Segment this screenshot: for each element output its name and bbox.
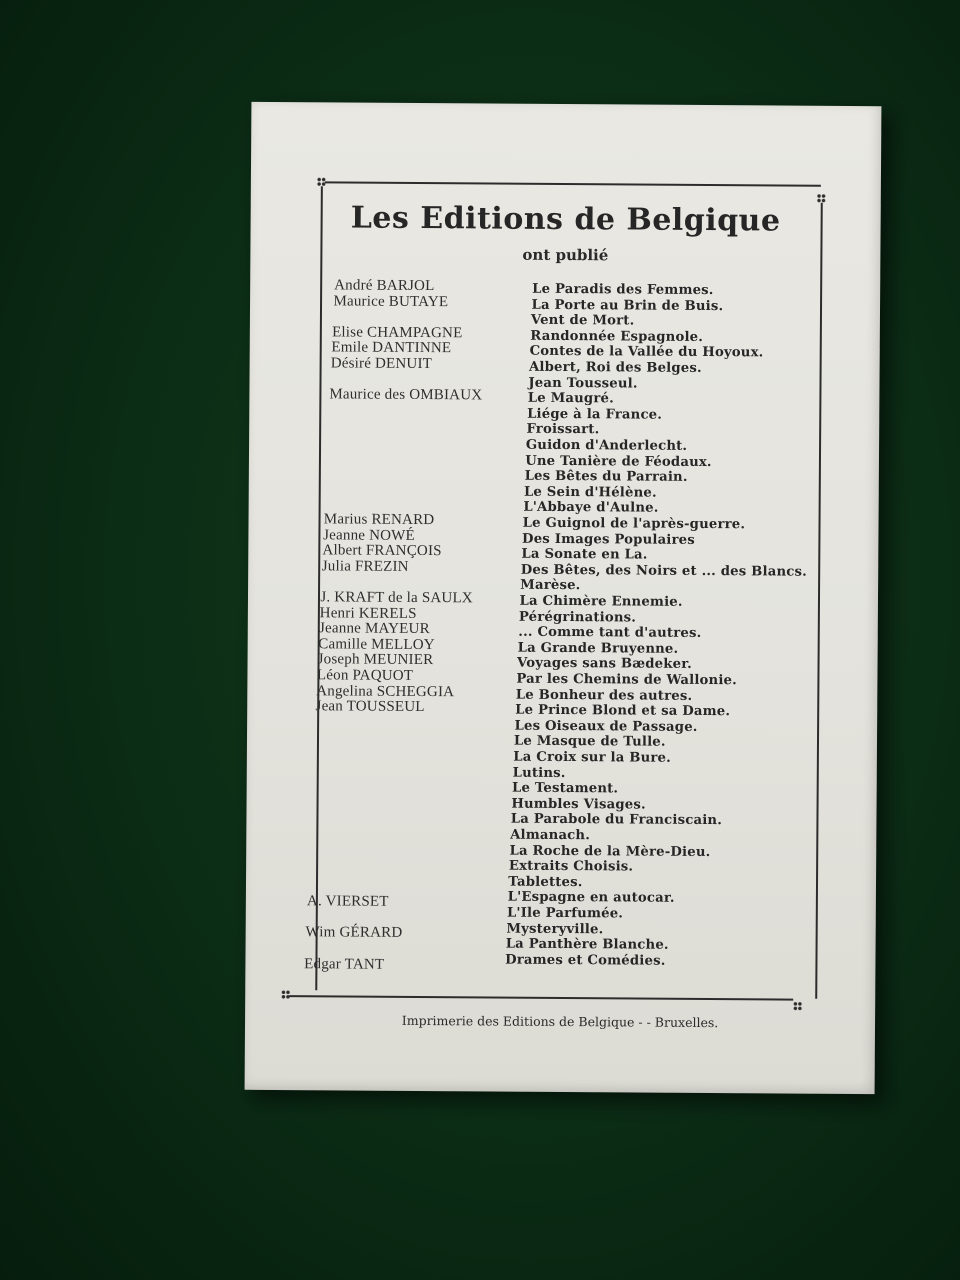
catalog-title: ... Comme tant d'autres. [518, 624, 702, 642]
catalog-title: Pérégrinations. [518, 609, 637, 626]
catalog-title: Des Images Populaires [522, 531, 695, 548]
catalog-title: Voyages sans Bædeker. [517, 656, 693, 673]
catalog-title: Tablettes. [508, 874, 583, 890]
catalog-author: Maurice BUTAYE [333, 292, 449, 310]
catalog-author: A. VIERSET [306, 893, 389, 910]
catalog-title: Jean Tousseul. [528, 375, 638, 392]
catalog-title: La Grande Bruyenne. [517, 640, 679, 657]
catalog-title: Le Guignol de l'après-guerre. [522, 515, 746, 533]
catalog-title: Randonnée Espagnole. [530, 328, 704, 345]
catalog-title: Le Testament. [511, 780, 619, 797]
catalog-author: Angelina SCHEGGIA [316, 682, 455, 700]
catalog-title: Des Bêtes, des Noirs et ... des Blancs. [520, 562, 807, 580]
catalog-title: Lutins. [512, 765, 566, 781]
catalog-author: Maurice des OMBIAUX [329, 386, 483, 404]
catalog-title: Les Bêtes du Parrain. [524, 468, 688, 486]
catalog-list [245, 102, 882, 1094]
catalog-title: Almanach. [510, 827, 591, 844]
catalog-author: Camille MELLOY [318, 636, 435, 653]
catalog-title: Drames et Comédies. [505, 952, 666, 969]
catalog-title: Le Sein d'Hélène. [523, 484, 657, 501]
catalog-title: Le Bonheur des autres. [515, 687, 693, 704]
catalog-title: Le Maugré. [527, 390, 614, 407]
catalog-title: Guidon d'Anderlecht. [525, 437, 688, 454]
catalog-author: Désiré DENUIT [330, 355, 433, 373]
catalog-author: Léon PAQUOT [316, 667, 414, 684]
catalog-author: Joseph MEUNIER [317, 651, 434, 669]
catalog-author: Jean TOUSSEUL [315, 698, 425, 716]
catalog-title: Albert, Roi des Belges. [528, 359, 702, 376]
catalog-title: La Panthère Blanche. [505, 936, 669, 953]
catalog-author: André BARJOL [334, 277, 435, 295]
catalog-title: L'Espagne en autocar. [507, 890, 675, 907]
book-back-cover [245, 102, 882, 1094]
catalog-author: Henri KERELS [319, 604, 417, 622]
catalog-title: Le Masque de Tulle. [513, 734, 666, 751]
catalog-author: Emile DANTINNE [331, 339, 452, 357]
catalog-title: Contes de la Vallée du Hoyoux. [529, 344, 764, 361]
catalog-author: Edgar TANT [304, 955, 385, 973]
catalog-title: La Croix sur la Bure. [513, 749, 672, 766]
catalog-author: Wim GÉRARD [305, 924, 403, 942]
catalog-title: Les Oiseaux de Passage. [514, 718, 698, 735]
catalog-title: L'Ile Parfumée. [506, 905, 624, 922]
catalog-title: Liége à la France. [527, 406, 663, 423]
catalog-title: La Sonate en La. [521, 546, 648, 563]
catalog-author: Jeanne NOWÉ [323, 526, 415, 544]
publisher-title: Les Editions de Belgique [350, 200, 781, 239]
catalog-title: Humbles Visages. [511, 796, 646, 813]
catalog-title: Le Prince Blond et sa Dame. [515, 702, 731, 720]
imprint-line: Imprimerie des Editions de Belgique - - Bruxelles. [401, 1012, 719, 1031]
catalog-author: Elise CHAMPAGNE [332, 324, 463, 342]
catalog-author: Marius RENARD [323, 511, 435, 529]
catalog-author: Albert FRANÇOIS [322, 542, 442, 560]
catalog-title: La Parabole du Franciscain. [510, 812, 723, 829]
catalog-title: Froissart. [526, 422, 600, 438]
catalog-author: Julia FREZIN [321, 558, 409, 575]
publisher-subtitle: ont publié [522, 245, 609, 265]
catalog-author: Jeanne MAYEUR [318, 620, 430, 638]
catalog-title: Mysteryville. [506, 921, 604, 937]
catalog-title: Une Tanière de Féodaux. [525, 453, 712, 470]
catalog-title: Extraits Choisis. [508, 858, 634, 875]
catalog-title: L'Abbaye d'Aulne. [523, 500, 659, 517]
catalog-title: Le Paradis des Femmes. [532, 281, 714, 299]
catalog-title: La Chimère Ennemie. [519, 593, 683, 610]
catalog-author: J. KRAFT de la SAULX [320, 589, 473, 607]
catalog-title: La Roche de la Mère-Dieu. [509, 843, 711, 860]
catalog-title: Vent de Mort. [530, 312, 635, 329]
catalog-title: Marèse. [520, 578, 581, 594]
catalog-title: Par les Chemins de Wallonie. [516, 671, 737, 689]
catalog-title: La Porte au Brin de Buis. [531, 297, 724, 314]
